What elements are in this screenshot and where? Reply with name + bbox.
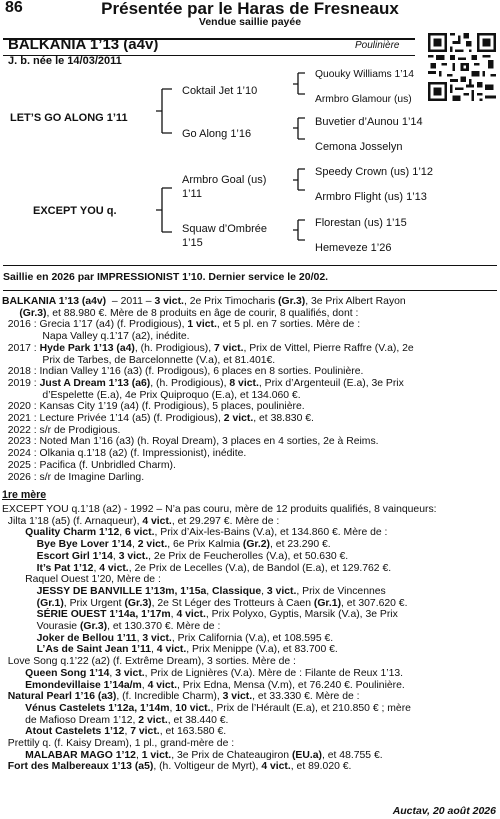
text-segment: , Prix Polyxo, Gyptis, Marsik (V.a), 3e Prix	[205, 609, 398, 621]
bold-text: 4 vict.	[261, 761, 291, 773]
first-dam-line	[2, 703, 437, 715]
text-segment: , et 23.290 €.	[270, 539, 331, 551]
text-segment: ,	[109, 667, 116, 679]
bold-text: Hyde Park 1’13 (a4)	[39, 342, 135, 354]
bold-text: 2 vict.	[137, 539, 168, 551]
text-segment: Love Song q.1’22 (a2) (f. Extrême Dream), 3 sorties. Mère de :	[2, 656, 296, 668]
produce-line	[2, 472, 414, 484]
first-dam-line	[2, 621, 437, 633]
bold-text: 3 vict.	[154, 296, 184, 307]
pedigree-gen2-3a: Armbro Goal (us)	[182, 174, 267, 186]
pedigree-gen2-4a: Squaw d’Ombrée	[182, 223, 267, 235]
bold-text: 3 vict.	[142, 632, 172, 644]
produce-line	[2, 319, 414, 331]
bold-text: (Gr.3)	[278, 296, 306, 307]
bold-text: Natural Pearl 1’16 (a3)	[7, 691, 117, 703]
first-dam-line	[2, 750, 437, 762]
bold-text: 4 vict.	[156, 644, 187, 656]
first-dam-line	[2, 633, 437, 645]
bold-text: Quality Charm 1’12	[25, 527, 120, 539]
text-segment: Raquel Ouest 1’20, Mère de :	[2, 574, 161, 586]
text-segment	[2, 551, 37, 562]
bold-text: (EU.a)	[291, 749, 322, 761]
first-dam-line	[2, 656, 437, 668]
text-segment: – 2011 –	[106, 296, 155, 307]
text-segment: Prix de Tarbes, de Barcelonnette (V.a), et 81.401€.	[2, 354, 276, 366]
pedigree-gen3-2: Armbro Glamour (us)	[315, 94, 412, 105]
text-segment	[2, 644, 37, 655]
text-segment: Vourasie	[2, 621, 80, 633]
produce-line	[2, 436, 414, 448]
divider	[3, 265, 497, 266]
first-dam-line	[2, 668, 437, 680]
text-segment: , Prix de l’Hérault (E.a), et 210.850 € ; mère	[210, 702, 411, 714]
text-segment: , 3e Prix Albert Rayon	[305, 296, 406, 307]
text-segment	[2, 308, 19, 319]
first-dam-line	[2, 527, 437, 539]
text-segment	[2, 598, 37, 609]
text-segment: ,	[112, 550, 119, 562]
text-segment: , Prix California (V.a), et 108.595 €.	[171, 632, 334, 644]
text-segment: 2020 : Kansas City 1’19 (a4) (f. Prodigious), 5 places, poulinière.	[2, 401, 305, 413]
text-segment: , et 29.297 €. Mère de :	[171, 515, 280, 527]
text-segment: , 3e Prix de Chateaugiron	[171, 749, 292, 761]
text-segment: , 2e St Léger des Trotteurs à Caen	[151, 597, 314, 609]
text-segment	[2, 680, 25, 691]
first-dam-line	[2, 598, 437, 610]
text-segment: , (f. Incredible Charm),	[116, 691, 223, 703]
bold-text: Joker de Bellou 1’11	[36, 632, 137, 644]
bold-text: Emondevillaise 1’14a/m	[25, 679, 142, 691]
text-segment: 2019 :	[2, 377, 40, 389]
text-segment: ,	[261, 585, 267, 597]
first-dam-line	[2, 516, 437, 528]
page-number: 86	[5, 0, 23, 16]
bold-text: 10 vict.	[175, 702, 211, 714]
text-segment	[2, 668, 25, 679]
bold-text: 1 vict.	[187, 319, 217, 331]
produce-line	[2, 355, 414, 367]
pedigree-gen3-8: Hemeveze 1’26	[315, 242, 392, 254]
text-segment: ,	[136, 632, 143, 644]
bold-text: (Gr.1)	[36, 597, 64, 609]
produce-line	[2, 460, 414, 472]
section-title-text: 1re mère	[2, 489, 47, 501]
pedigree-gen3-6: Armbro Flight (us) 1’13	[315, 191, 427, 203]
first-dam-line	[2, 726, 437, 738]
text-segment: ,	[170, 609, 177, 621]
text-segment: ,	[93, 562, 100, 574]
pedigree-dam: EXCEPT YOU q.	[33, 205, 117, 217]
text-segment: , Prix d’Aix-les-Bains (V.a), et 134.860 €. Mère de :	[154, 527, 388, 539]
bold-text: 7 vict.	[214, 342, 244, 354]
pedigree-gen3-5: Speedy Crown (us) 1’12	[315, 166, 434, 178]
text-segment: 2021 : Lecture Privée 1’14 (a5) (f. Prodigious),	[2, 413, 224, 425]
first-dam-line	[2, 504, 437, 516]
pedigree-gen2-1: Coktail Jet 1’10	[182, 85, 258, 97]
bold-text: 8 vict.	[229, 377, 259, 389]
text-segment: Jilta 1’18 (a5) (f. Arnaqueur),	[2, 515, 143, 527]
text-segment: ,	[151, 644, 157, 656]
footer-credit: Auctav, 20 août 2026	[392, 805, 496, 817]
produce-line	[2, 413, 414, 425]
produce-line	[2, 378, 414, 390]
bold-text: Atout Castelets 1’12	[25, 726, 125, 738]
bold-text: 4 vict.	[142, 515, 172, 527]
first-dam-line	[2, 715, 437, 727]
bold-text: (Gr.3)	[79, 621, 108, 633]
text-segment: , 2e Prix de Feucherolles (V.a), et 50.630 €.	[148, 550, 349, 562]
bold-text: Fort des Malbereaux 1’13 (a5)	[7, 761, 154, 773]
first-dam-line	[2, 691, 437, 703]
text-segment: ,	[169, 702, 176, 714]
horse-name: BALKANIA 1’13 (a4v)	[8, 36, 159, 53]
text-segment	[2, 750, 25, 761]
first-dam-line	[2, 644, 437, 656]
text-segment: , Prix Edna, Mensa (V.m), et 76.240 €. Poulinière.	[177, 679, 405, 691]
text-segment: Napa Valley q.1’17 (a2), inédite.	[2, 331, 190, 343]
text-segment: , (h. Voltigeur de Myrt),	[153, 761, 262, 773]
text-segment: 2016 : Grecia 1’17 (a4) (f. Prodigious),	[2, 319, 188, 331]
pedigree-gen2-3b: 1’11	[182, 188, 202, 200]
text-segment: ,	[124, 726, 131, 738]
text-segment: ,	[131, 539, 138, 551]
saillie-line: Saillie en 2026 par IMPRESSIONIST 1’10. Dernier service le 20/02.	[3, 271, 329, 283]
bold-text: 3 vict.	[118, 550, 149, 562]
bold-text: 3 vict.	[266, 585, 297, 597]
text-segment: , 2e Prix de Lecelles (V.a), de Bandol (E.a), et 129.762 €.	[128, 562, 392, 574]
bold-text: SÉRIE OUEST 1’14a, 1’17m	[36, 609, 171, 621]
text-segment: , et 89.020 €.	[290, 761, 352, 773]
produce-record	[2, 296, 414, 483]
pedigree-sire: LET’S GO ALONG 1’11	[10, 112, 128, 124]
bold-text: Queen Song 1’14	[25, 667, 110, 679]
first-dam-line	[2, 574, 437, 586]
pedigree-gen3-4: Cemona Josselyn	[315, 141, 403, 153]
text-segment: , Prix de Lignières (V.a). Mère de : Filante de Reux 1’13.	[144, 667, 404, 679]
bold-text: (Gr.2)	[242, 539, 271, 551]
text-segment: de Mafioso Dream 1’12,	[2, 714, 139, 726]
text-segment: EXCEPT YOU q.1’18 (a2) - 1992 – N’a pas couru, mère de 12 produits qualifiés, 8 vainqueurs:	[2, 504, 437, 515]
bold-text: It’s Pat 1’12	[36, 562, 94, 574]
text-segment: 2024 : Olkania q.1’18 (a2) (f. Impressionist), inédite.	[2, 448, 247, 460]
bold-text: 7 vict.	[130, 726, 160, 738]
bold-text: Vénus Castelets 1’12a, 1’14m	[25, 702, 170, 714]
produce-line	[2, 331, 414, 343]
text-segment: 2023 : Noted Man 1’16 (a3) (h. Royal Dream), 3 places en 4 sorties, 2e à Reims.	[2, 436, 379, 448]
first-dam-line	[2, 563, 437, 575]
text-segment: 2025 : Pacifica (f. Unbridled Charm).	[2, 459, 176, 471]
bold-text: BALKANIA 1’13 (a4v)	[2, 296, 107, 307]
bold-text: MALABAR MAGO 1’12	[25, 749, 136, 761]
first-dam-line	[2, 680, 437, 692]
horse-birth: J. b. née le 14/03/2011	[8, 55, 122, 67]
section-title-first-dam	[2, 490, 46, 502]
bold-text: L’As de Saint Jean 1’11	[36, 644, 152, 656]
text-segment: ,	[135, 749, 142, 761]
pedigree-gen3-1: Quouky Williams 1’14	[315, 69, 414, 80]
horse-sex: Poulinière	[355, 40, 400, 51]
text-segment: ,	[119, 527, 126, 539]
bold-text: JESSY DE BANVILLE 1’13m, 1’15a	[36, 585, 207, 597]
divider	[3, 290, 497, 291]
first-dam-record	[2, 504, 437, 773]
text-segment: , et 307.620 €.	[341, 597, 408, 609]
bold-text: 2 vict.	[223, 413, 254, 425]
text-segment: Prettily q. (f. Kaisy Dream), 1 pl., grand-mère de :	[2, 738, 235, 750]
bold-text: 4 vict.	[99, 562, 129, 574]
bold-text: (Gr.3)	[19, 307, 47, 319]
text-segment	[2, 633, 37, 644]
text-segment: , et 38.440 €.	[167, 714, 229, 726]
text-segment	[2, 527, 25, 538]
text-segment: ,	[206, 585, 213, 597]
text-segment	[2, 703, 25, 714]
text-segment: , et 130.370 €. Mère de :	[107, 621, 221, 633]
bold-text: 3 vict.	[222, 691, 253, 703]
bold-text: Just A Dream 1’13 (a6)	[39, 377, 151, 389]
text-segment: , et 38.830 €.	[253, 413, 314, 425]
bold-text: Escort Girl 1’14	[36, 550, 113, 562]
text-segment	[2, 726, 25, 737]
first-dam-line	[2, 761, 437, 773]
pedigree-gen2-2: Go Along 1’16	[182, 128, 252, 140]
text-segment	[2, 586, 37, 597]
produce-line	[2, 343, 414, 355]
produce-line	[2, 425, 414, 437]
text-segment: 2026 : s/r de Imagine Darling.	[2, 471, 145, 483]
first-dam-line	[2, 539, 437, 551]
page-title: Présentée par le Haras de Fresneaux	[101, 0, 399, 18]
text-segment: , Prix d’Argenteuil (E.a), 3e Prix	[258, 377, 404, 389]
text-segment: d’Espelette (E.a), 4e Prix Quiproquo (E.a), et 134.060 €.	[2, 389, 301, 401]
text-segment: , et 33.330 €. Mère de :	[252, 691, 360, 703]
pedigree-gen2-4b: 1’15	[182, 237, 203, 249]
bold-text: Classique	[212, 585, 262, 597]
bold-text: 4 vict.	[176, 609, 206, 621]
text-segment: , 6e Prix Kalmia	[167, 539, 243, 551]
first-dam-line	[2, 586, 437, 598]
text-segment: , et 163.580 €.	[159, 726, 227, 738]
bold-text: 4 vict.	[147, 679, 178, 691]
text-segment: , Prix Menippe (V.a), et 83.700 €.	[186, 644, 338, 656]
text-segment: 2022 : s/r de Prodigious.	[2, 424, 121, 436]
first-dam-line	[2, 609, 437, 621]
text-segment: , 2e Prix Timocharis	[183, 296, 279, 307]
text-segment: , Prix de Vittel, Pierre Raffre (V.a), 2e	[243, 342, 414, 354]
bold-text: 6 vict.	[125, 527, 155, 539]
bold-text: 2 vict.	[138, 714, 168, 726]
text-segment	[2, 609, 37, 620]
produce-line	[2, 308, 414, 320]
produce-line	[2, 401, 414, 413]
text-segment: , et 5 pl. en 7 sorties. Mère de :	[216, 319, 361, 331]
text-segment: , et 48.755 €.	[321, 749, 383, 761]
produce-line	[2, 448, 414, 460]
text-segment: , Prix Urgent	[63, 597, 125, 609]
text-segment: , (h. Prodigious),	[150, 377, 230, 389]
text-segment: 2018 : Indian Valley 1’16 (a3) (f. Prodigous), 6 places en 8 sorties. Poulinière.	[2, 366, 364, 378]
first-dam-line	[2, 738, 437, 750]
produce-line	[2, 366, 414, 378]
pedigree-gen3-7: Florestan (us) 1’15	[315, 217, 407, 229]
text-segment	[2, 563, 37, 574]
produce-line	[2, 296, 414, 308]
first-dam-line	[2, 551, 437, 563]
page-subtitle: Vendue saillie payée	[198, 16, 302, 28]
text-segment: ,	[141, 679, 148, 691]
text-segment: 2017 :	[2, 342, 40, 354]
produce-line	[2, 390, 414, 402]
bold-text: (Gr.1)	[313, 597, 342, 609]
text-segment: , Prix de Vincennes	[296, 585, 386, 597]
bold-text: (Gr.3)	[124, 597, 152, 609]
text-segment: , (h. Prodigious),	[134, 342, 214, 354]
text-segment: , et 88.980 €. Mère de 8 produits en âge de courir, 8 qualifiés, dont :	[46, 307, 359, 319]
bold-text: 1 vict.	[141, 749, 172, 761]
bold-text: 3 vict.	[115, 667, 145, 679]
bold-text: Bye Bye Lover 1’14	[36, 539, 132, 551]
text-segment	[2, 539, 37, 550]
pedigree-gen3-3: Buvetier d’Aunou 1’14	[315, 116, 423, 128]
